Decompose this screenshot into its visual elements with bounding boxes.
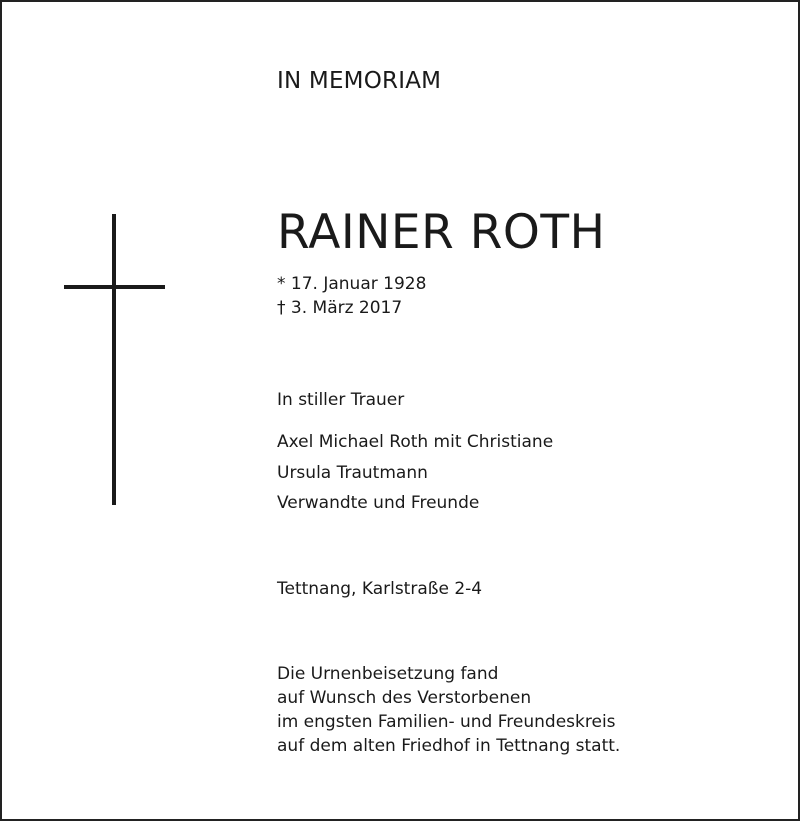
mourner-item: Verwandte und Freunde (277, 493, 480, 513)
deceased-name: RAINER ROTH (277, 205, 606, 260)
mourners-list (277, 427, 553, 519)
notice-line: auf Wunsch des Verstorbenen (277, 688, 532, 708)
death-date: † 3. März 2017 (277, 298, 403, 318)
mourner-item: Axel Michael Roth mit Christiane (277, 432, 554, 452)
mourner-item: Ursula Trautmann (277, 462, 428, 483)
mourning-intro: In stiller Trauer (277, 390, 405, 410)
notice-line: Die Urnenbeisetzung fand (277, 664, 499, 684)
cross-horizontal-bar (64, 285, 165, 289)
notice-line: im engsten Familien- und Freundeskreis (277, 712, 616, 732)
birth-date: * 17. Januar 1928 (277, 274, 427, 294)
address: Tettnang, Karlstraße 2-4 (277, 579, 483, 599)
in-memoriam-heading: IN MEMORIAM (277, 68, 442, 94)
notice-line: auf dem alten Friedhof in Tettnang statt. (277, 736, 621, 756)
burial-notice (277, 662, 620, 758)
life-dates (277, 272, 426, 320)
cross-vertical-bar (112, 214, 116, 505)
